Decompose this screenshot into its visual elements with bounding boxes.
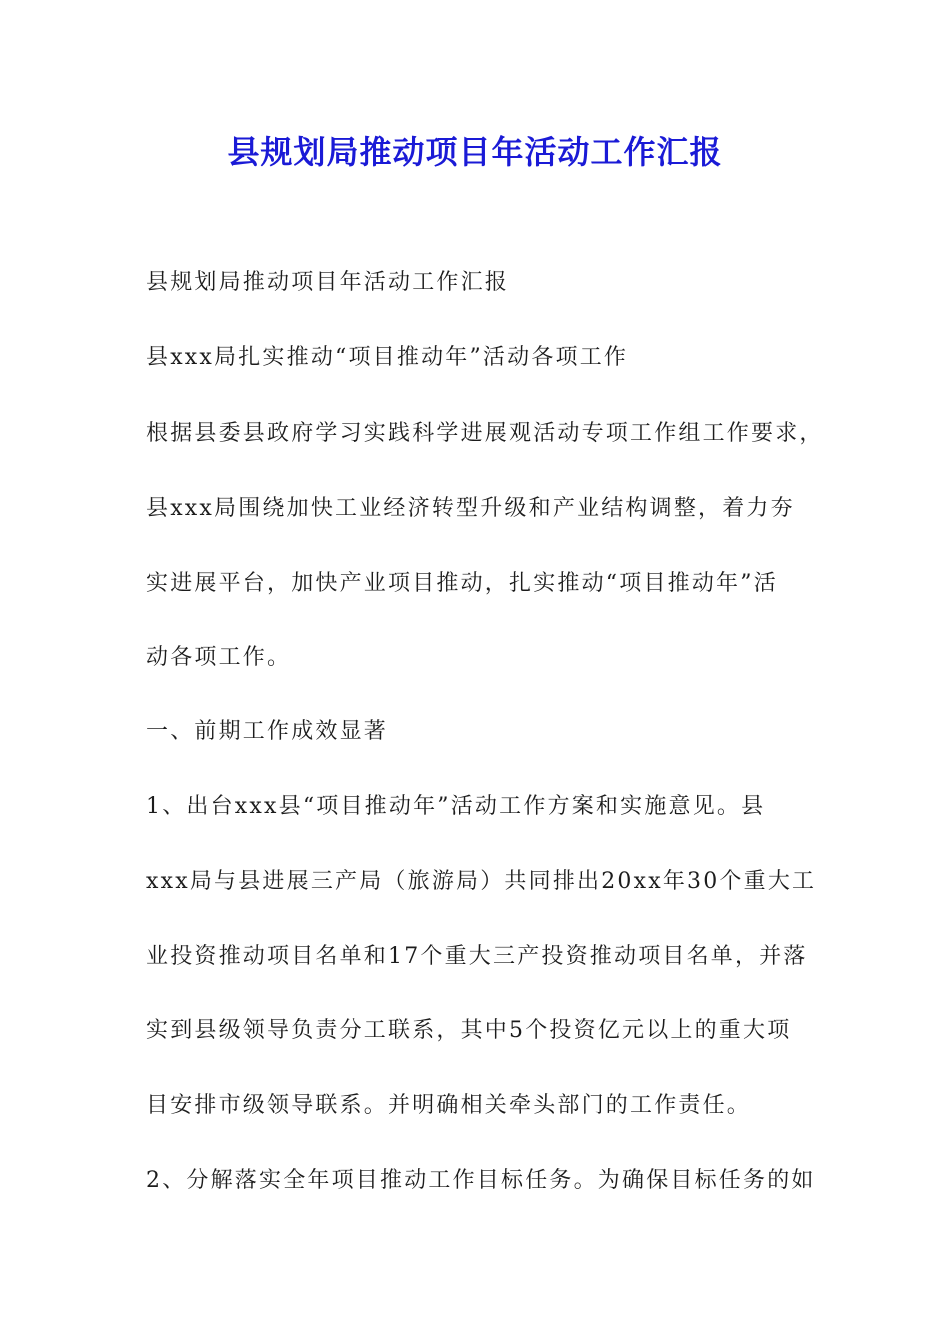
paragraph-line: 县xxx局扎实推动“项目推动年”活动各项工作 bbox=[146, 345, 629, 370]
section-heading: 一、前期工作成效显著 bbox=[146, 719, 389, 744]
paragraph-line: 实进展平台，加快产业项目推动，扎实推动“项目推动年”活 bbox=[146, 571, 778, 596]
paragraph-line: 2、分解落实全年项目推动工作目标任务。为确保目标任务的如 bbox=[146, 1168, 816, 1193]
paragraph-line: 县规划局推动项目年活动工作汇报 bbox=[146, 270, 510, 295]
paragraph-line: xxx局与县进展三产局（旅游局）共同排出20xx年30个重大工 bbox=[146, 869, 817, 894]
paragraph-line: 业投资推动项目名单和17个重大三产投资推动项目名单，并落 bbox=[146, 944, 808, 969]
paragraph-line: 实到县级领导负责分工联系，其中5个投资亿元以上的重大项 bbox=[146, 1018, 792, 1043]
paragraph-line: 根据县委县政府学习实践科学进展观活动专项工作组工作要求， bbox=[146, 421, 824, 446]
paragraph-line: 动各项工作。 bbox=[146, 645, 292, 670]
paragraph-line: 1、出台xxx县“项目推动年”活动工作方案和实施意见。县 bbox=[146, 794, 766, 819]
document-title: 县规划局推动项目年活动工作汇报 bbox=[227, 133, 723, 171]
paragraph-line: 目安排市级领导联系。并明确相关牵头部门的工作责任。 bbox=[146, 1093, 752, 1118]
paragraph-line: 县xxx局围绕加快工业经济转型升级和产业结构调整，着力夯 bbox=[146, 496, 795, 521]
